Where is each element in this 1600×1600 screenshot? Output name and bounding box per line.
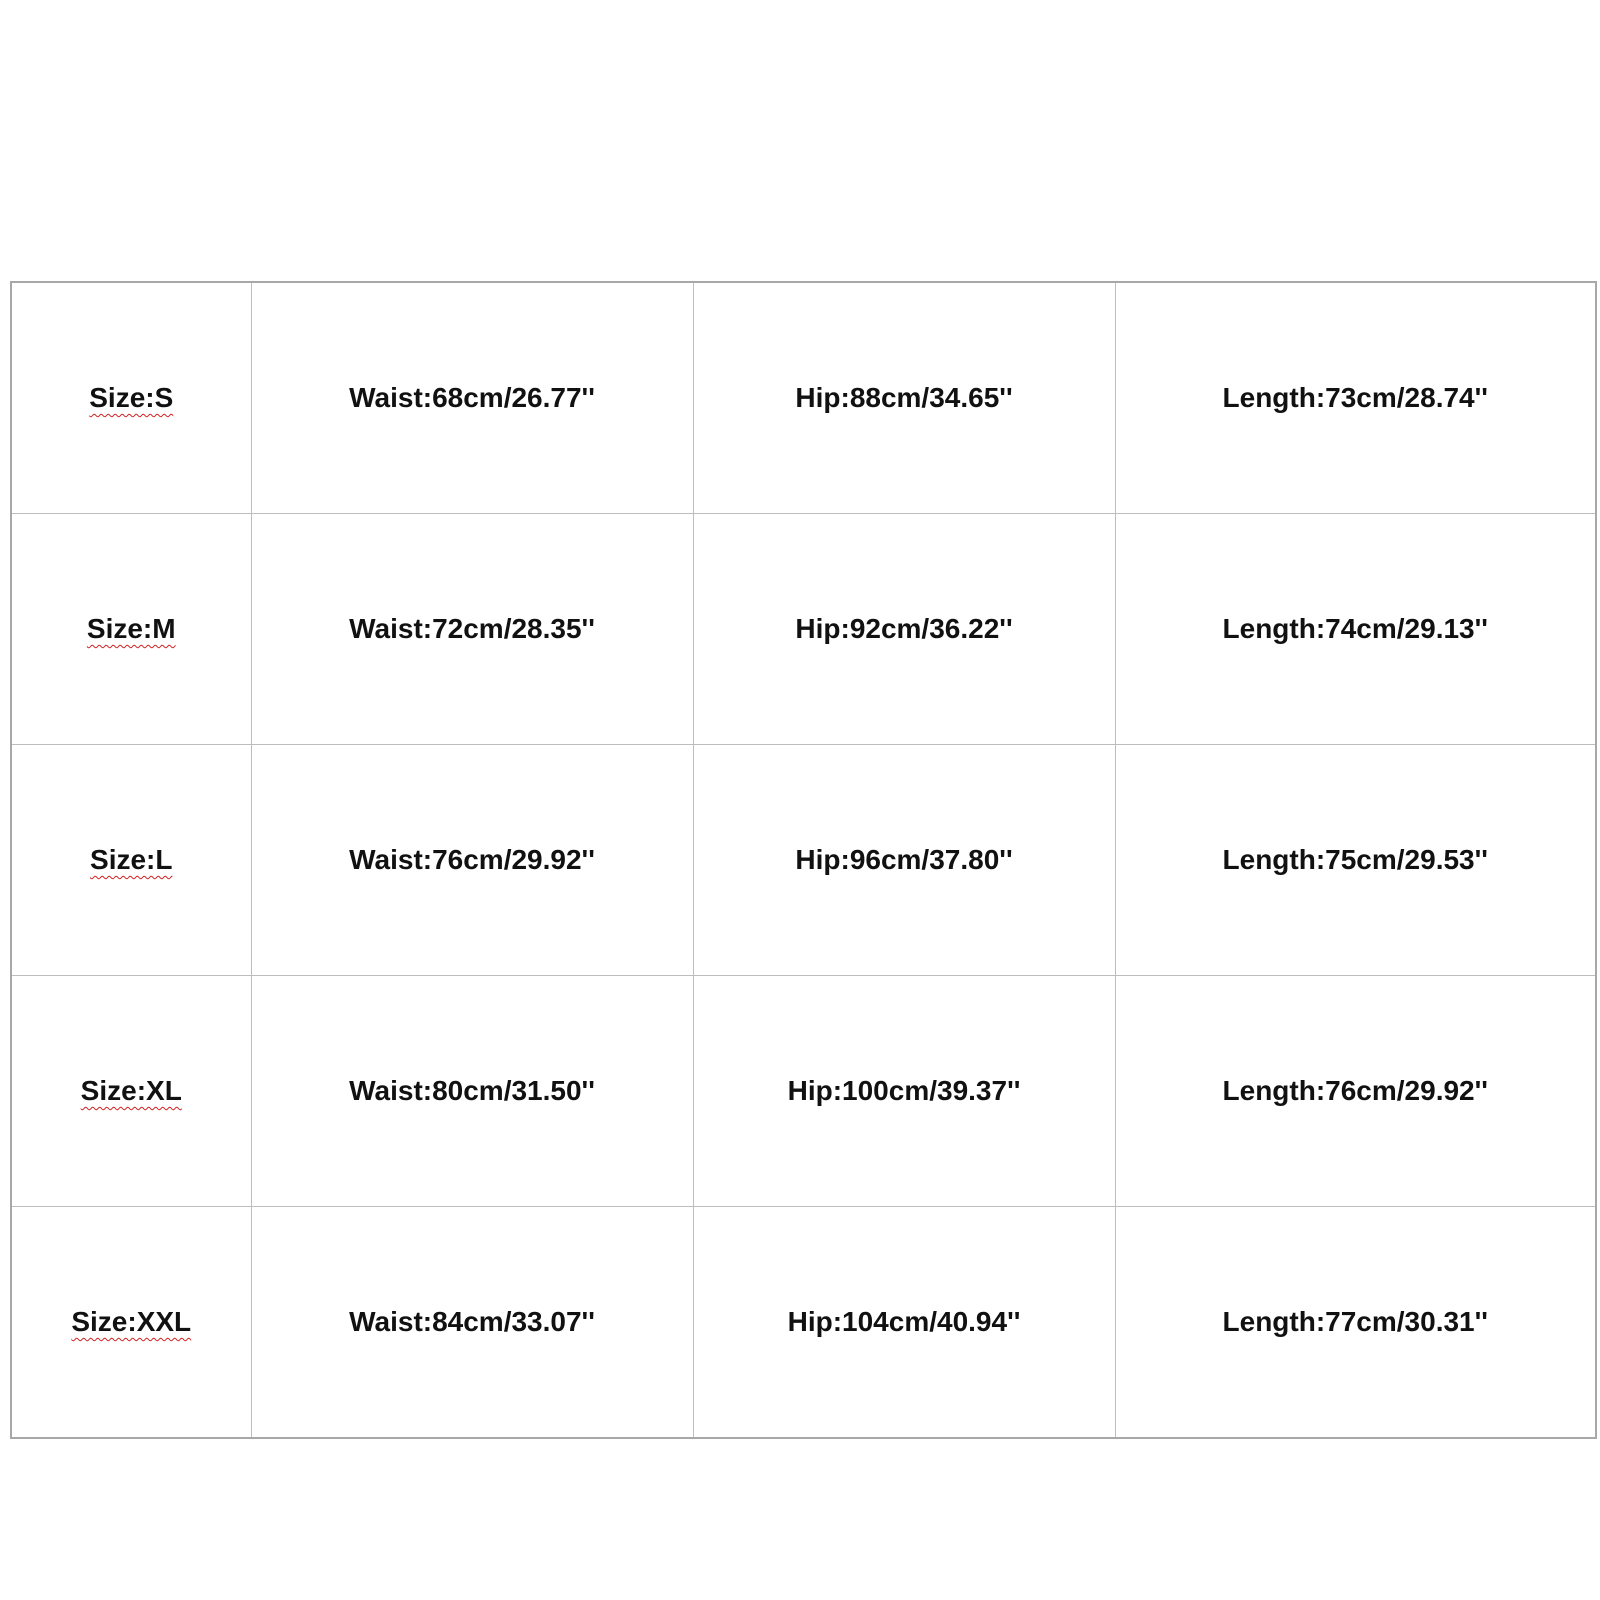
length-cell: Length:76cm/29.92'' [1115, 976, 1596, 1207]
waist-cell: Waist:68cm/26.77'' [251, 282, 693, 514]
size-cell [11, 282, 251, 514]
size-cell [11, 1207, 251, 1439]
size-cell [11, 976, 251, 1207]
waist-cell: Waist:72cm/28.35'' [251, 514, 693, 745]
length-cell: Length:75cm/29.53'' [1115, 745, 1596, 976]
size-chart-table [10, 281, 1597, 1439]
waist-cell: Waist:80cm/31.50'' [251, 976, 693, 1207]
size-label: Size:M [86, 613, 176, 644]
waist-cell: Waist:84cm/33.07'' [251, 1207, 693, 1439]
table-row [11, 282, 1596, 514]
table-row [11, 514, 1596, 745]
length-cell: Length:74cm/29.13'' [1115, 514, 1596, 745]
hip-cell: Hip:104cm/40.94'' [693, 1207, 1115, 1439]
waist-cell: Waist:76cm/29.92'' [251, 745, 693, 976]
size-label: Size:S [89, 382, 174, 413]
table-row [11, 976, 1596, 1207]
size-cell [11, 514, 251, 745]
size-label: Size:XL [80, 1075, 182, 1106]
length-cell: Length:73cm/28.74'' [1115, 282, 1596, 514]
size-label: Size:L [90, 844, 173, 875]
size-cell [11, 745, 251, 976]
hip-cell: Hip:96cm/37.80'' [693, 745, 1115, 976]
table-row [11, 745, 1596, 976]
hip-cell: Hip:100cm/39.37'' [693, 976, 1115, 1207]
size-label: Size:XXL [71, 1306, 192, 1337]
hip-cell: Hip:88cm/34.65'' [693, 282, 1115, 514]
table-row [11, 1207, 1596, 1439]
hip-cell: Hip:92cm/36.22'' [693, 514, 1115, 745]
length-cell: Length:77cm/30.31'' [1115, 1207, 1596, 1439]
